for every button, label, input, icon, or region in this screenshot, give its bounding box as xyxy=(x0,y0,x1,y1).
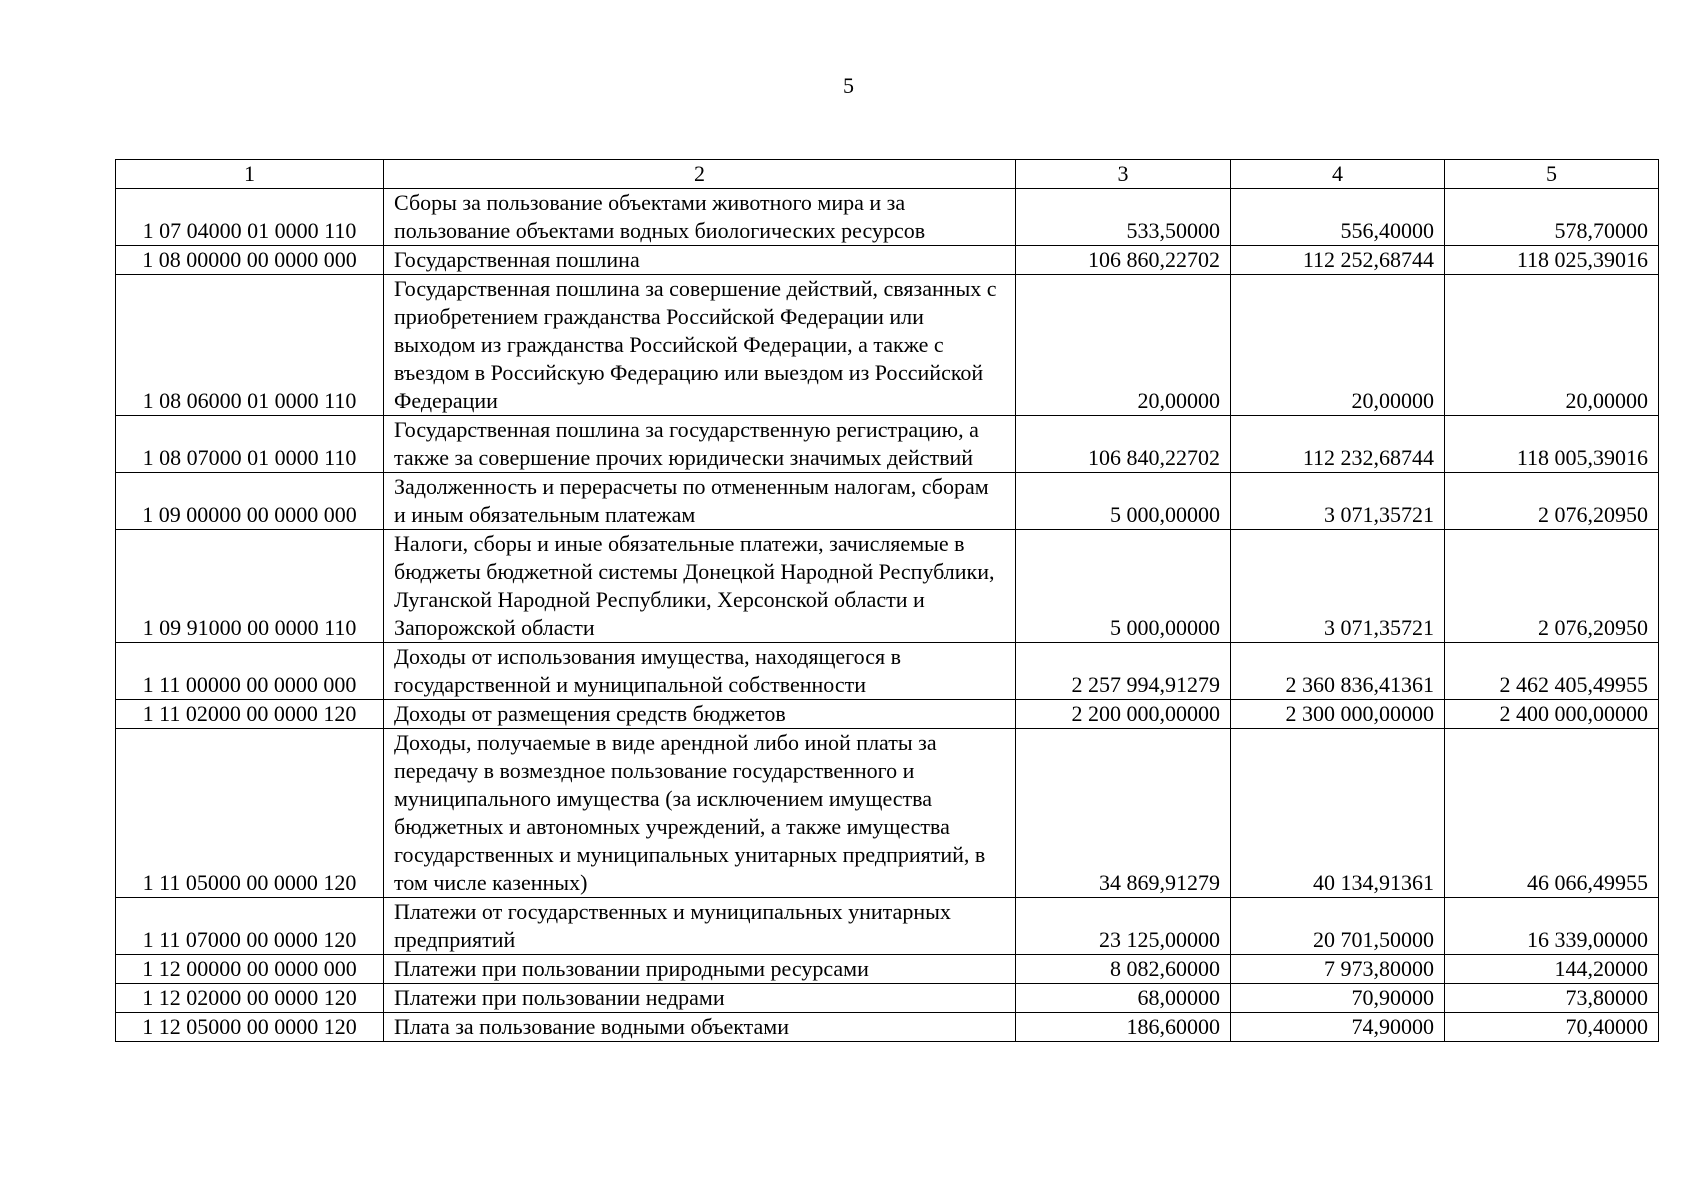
amount-year-1: 23 125,00000 xyxy=(1016,898,1231,955)
revenue-code: 1 08 06000 01 0000 110 xyxy=(116,275,384,416)
amount-year-2: 40 134,91361 xyxy=(1231,729,1445,898)
amount-year-1: 106 860,22702 xyxy=(1016,246,1231,275)
revenue-code: 1 11 02000 00 0000 120 xyxy=(116,700,384,729)
amount-year-3: 46 066,49955 xyxy=(1445,729,1659,898)
amount-year-1: 2 257 994,91279 xyxy=(1016,643,1231,700)
revenue-name: Налоги, сборы и иные обязательные платежи, зачисляемые в бюджеты бюджетной системы Донецкой Народной Республики, Луганской Народной Республики, Херсонской области и Запорожской области xyxy=(384,530,1016,643)
revenue-code: 1 11 07000 00 0000 120 xyxy=(116,898,384,955)
amount-year-1: 20,00000 xyxy=(1016,275,1231,416)
revenue-name: Задолженность и перерасчеты по отмененным налогам, сборам и иным обязательным платежам xyxy=(384,473,1016,530)
revenue-name: Платежи при пользовании природными ресурсами xyxy=(384,955,1016,984)
amount-year-3: 73,80000 xyxy=(1445,984,1659,1013)
amount-year-1: 34 869,91279 xyxy=(1016,729,1231,898)
amount-year-3: 2 462 405,49955 xyxy=(1445,643,1659,700)
revenue-name: Платежи при пользовании недрами xyxy=(384,984,1016,1013)
amount-year-3: 2 076,20950 xyxy=(1445,473,1659,530)
amount-year-3: 118 025,39016 xyxy=(1445,246,1659,275)
table-row xyxy=(116,275,1659,416)
amount-year-3: 2 400 000,00000 xyxy=(1445,700,1659,729)
revenue-name: Доходы, получаемые в виде арендной либо иной платы за передачу в возмездное пользование государственного и муниципального имущества (за исключением имущества бюджетных и автономных учреждений, а также имущества государственных и муниципальных унитарных предприятий, в том числе казенных) xyxy=(384,729,1016,898)
amount-year-1: 68,00000 xyxy=(1016,984,1231,1013)
amount-year-1: 8 082,60000 xyxy=(1016,955,1231,984)
revenue-name: Доходы от размещения средств бюджетов xyxy=(384,700,1016,729)
revenue-name: Плата за пользование водными объектами xyxy=(384,1013,1016,1042)
table-row xyxy=(116,416,1659,473)
revenue-code: 1 08 07000 01 0000 110 xyxy=(116,416,384,473)
amount-year-1: 533,50000 xyxy=(1016,189,1231,246)
revenue-code: 1 09 00000 00 0000 000 xyxy=(116,473,384,530)
amount-year-3: 578,70000 xyxy=(1445,189,1659,246)
amount-year-1: 186,60000 xyxy=(1016,1013,1231,1042)
table-row xyxy=(116,955,1659,984)
amount-year-2: 7 973,80000 xyxy=(1231,955,1445,984)
revenue-code: 1 07 04000 01 0000 110 xyxy=(116,189,384,246)
revenue-name: Сборы за пользование объектами животного мира и за пользование объектами водных биологических ресурсов xyxy=(384,189,1016,246)
amount-year-2: 112 252,68744 xyxy=(1231,246,1445,275)
amount-year-3: 16 339,00000 xyxy=(1445,898,1659,955)
revenue-code: 1 09 91000 00 0000 110 xyxy=(116,530,384,643)
amount-year-2: 2 360 836,41361 xyxy=(1231,643,1445,700)
amount-year-2: 112 232,68744 xyxy=(1231,416,1445,473)
amount-year-3: 70,40000 xyxy=(1445,1013,1659,1042)
table-row xyxy=(116,246,1659,275)
amount-year-1: 106 840,22702 xyxy=(1016,416,1231,473)
page-number: 5 xyxy=(843,73,854,98)
table-row xyxy=(116,473,1659,530)
table-row xyxy=(116,729,1659,898)
amount-year-3: 118 005,39016 xyxy=(1445,416,1659,473)
header-cell-year-3: 5 xyxy=(1445,160,1659,189)
table-row xyxy=(116,700,1659,729)
amount-year-3: 2 076,20950 xyxy=(1445,530,1659,643)
amount-year-3: 20,00000 xyxy=(1445,275,1659,416)
amount-year-2: 3 071,35721 xyxy=(1231,473,1445,530)
revenue-name: Платежи от государственных и муниципальных унитарных предприятий xyxy=(384,898,1016,955)
table-row xyxy=(116,984,1659,1013)
revenue-code: 1 08 00000 00 0000 000 xyxy=(116,246,384,275)
revenue-code: 1 11 00000 00 0000 000 xyxy=(116,643,384,700)
header-cell-code: 1 xyxy=(116,160,384,189)
revenue-code: 1 12 05000 00 0000 120 xyxy=(116,1013,384,1042)
amount-year-2: 2 300 000,00000 xyxy=(1231,700,1445,729)
amount-year-1: 5 000,00000 xyxy=(1016,473,1231,530)
table-row xyxy=(116,189,1659,246)
revenue-code: 1 11 05000 00 0000 120 xyxy=(116,729,384,898)
amount-year-1: 2 200 000,00000 xyxy=(1016,700,1231,729)
amount-year-1: 5 000,00000 xyxy=(1016,530,1231,643)
amount-year-2: 3 071,35721 xyxy=(1231,530,1445,643)
amount-year-2: 556,40000 xyxy=(1231,189,1445,246)
revenue-name: Государственная пошлина xyxy=(384,246,1016,275)
amount-year-2: 74,90000 xyxy=(1231,1013,1445,1042)
header-cell-name: 2 xyxy=(384,160,1016,189)
amount-year-2: 20 701,50000 xyxy=(1231,898,1445,955)
revenue-name: Государственная пошлина за совершение действий, связанных с приобретением гражданства Российской Федерации или выходом из гражданства Российской Федерации, а также с въездом в Российскую Федерацию или выездом из Российской Федерации xyxy=(384,275,1016,416)
header-row xyxy=(116,160,1659,189)
revenue-code: 1 12 02000 00 0000 120 xyxy=(116,984,384,1013)
revenue-name: Доходы от использования имущества, находящегося в государственной и муниципальной собственности xyxy=(384,643,1016,700)
amount-year-2: 20,00000 xyxy=(1231,275,1445,416)
table-row xyxy=(116,898,1659,955)
table-row xyxy=(116,1013,1659,1042)
table-row xyxy=(116,643,1659,700)
revenue-name: Государственная пошлина за государственную регистрацию, а также за совершение прочих юридически значимых действий xyxy=(384,416,1016,473)
table-row xyxy=(116,530,1659,643)
amount-year-3: 144,20000 xyxy=(1445,955,1659,984)
header-cell-year-1: 3 xyxy=(1016,160,1231,189)
amount-year-2: 70,90000 xyxy=(1231,984,1445,1013)
budget-revenue-table xyxy=(115,159,1659,1042)
header-cell-year-2: 4 xyxy=(1231,160,1445,189)
revenue-code: 1 12 00000 00 0000 000 xyxy=(116,955,384,984)
